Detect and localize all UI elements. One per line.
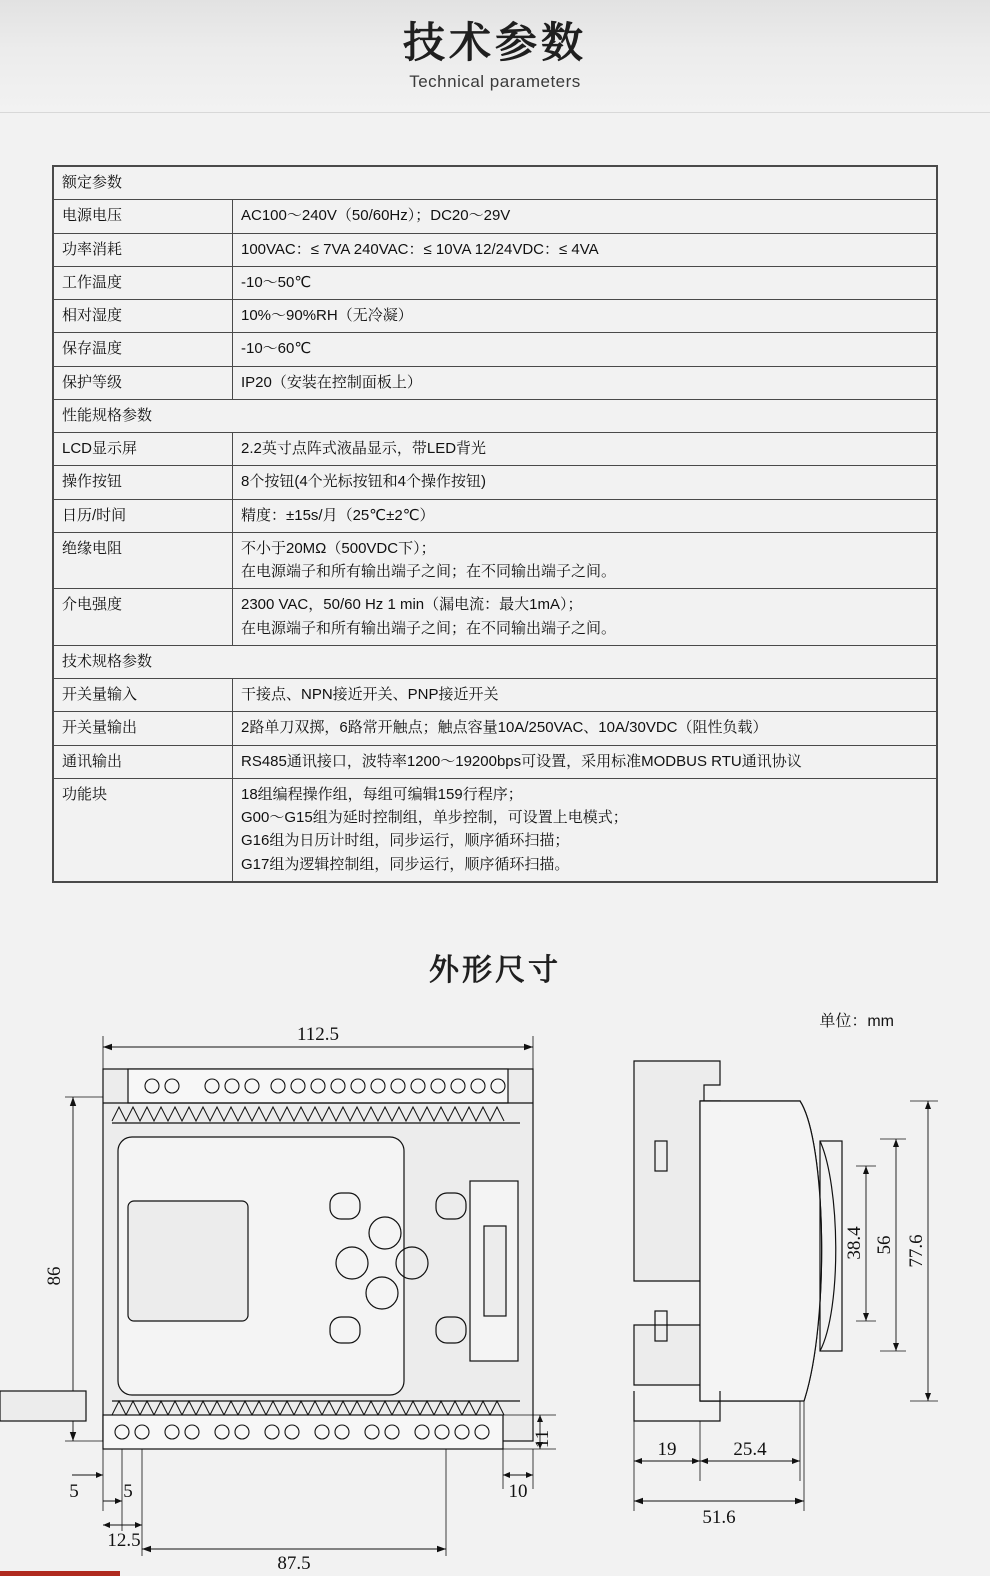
row-value [233, 200, 937, 233]
row-label: 工作温度 [54, 266, 233, 299]
row-label: LCD显示屏 [54, 433, 233, 466]
table-row [54, 679, 937, 712]
row-label: 操作按钮 [54, 466, 233, 499]
table-row [54, 466, 937, 499]
row-value-line: 干接点、NPN接近开关、PNP接近开关 [241, 686, 499, 703]
row-label: 保存温度 [54, 333, 233, 366]
dim-bottom-span: 87.5 [277, 1552, 311, 1571]
row-value [233, 333, 937, 366]
dim-bottom-small: 11 [532, 1429, 553, 1448]
section-title: 额定参数 [54, 167, 937, 200]
row-label: 功能块 [54, 778, 233, 881]
dim-right-offset: 10 [508, 1480, 528, 1502]
row-value [233, 233, 937, 266]
dim-width-total: 112.5 [296, 1023, 340, 1045]
dim-side-height-b: 56 [874, 1235, 895, 1255]
table-row [54, 233, 937, 266]
row-value-line: 在电源端子和所有输出端子之间；在不同输出端子之间。 [241, 563, 617, 580]
row-label: 绝缘电阻 [54, 532, 233, 589]
row-value [233, 589, 937, 646]
spec-table-container [52, 165, 938, 883]
dim-left-offset-1: 5 [69, 1480, 79, 1502]
dim-height-total: 86 [44, 1266, 65, 1286]
row-label: 日历/时间 [54, 499, 233, 532]
dim-left-offset-2: 5 [123, 1480, 133, 1502]
row-value [233, 745, 937, 778]
row-value-line: G00～G15组为延时控制组，单步控制，可设置上电模式； [241, 809, 628, 826]
row-value [233, 499, 937, 532]
table-row [54, 499, 937, 532]
row-value-line: -10～60℃ [241, 340, 312, 358]
unit-note: 单位：mm [819, 1013, 894, 1030]
table-row [54, 333, 937, 366]
row-value [233, 433, 937, 466]
table-row [54, 589, 937, 646]
row-value-line: 不小于20MΩ（500VDC下）； [241, 539, 436, 557]
table-row [54, 300, 937, 333]
row-value-line: IP20（安装在控制面板上） [241, 373, 422, 391]
row-value-line: G16组为日历计时组，同步运行，顺序循环扫描； [241, 832, 570, 850]
row-value [233, 712, 937, 745]
table-section-header [54, 645, 937, 678]
row-label: 电源电压 [54, 200, 233, 233]
dim-side-height-total: 77.6 [906, 1234, 927, 1268]
row-value-line: RS485通讯接口，波特率1200～19200bps可设置，采用标准MODBUS RTU通讯协议 [241, 752, 802, 770]
row-value-line: 100VAC：≤ 7VA 240VAC：≤ 10VA 12/24VDC：≤ 4VA [241, 240, 599, 258]
row-value [233, 466, 937, 499]
dim-left-offset-3: 12.5 [107, 1529, 141, 1551]
row-value-line: 18组编程操作组，每组可编辑159行程序； [241, 785, 523, 803]
section-title: 性能规格参数 [54, 399, 937, 432]
row-value [233, 266, 937, 299]
row-value-line: 10%～90%RH（无冷凝） [241, 307, 413, 324]
page-header [0, 0, 990, 113]
row-value-line: -10～50℃ [241, 273, 312, 291]
row-value-line: 8个按钮(4个光标按钮和4个操作按钮) [241, 473, 487, 491]
row-value [233, 366, 937, 399]
table-row [54, 366, 937, 399]
row-value-line: 2300 VAC，50/60 Hz 1 min（漏电流：最大1mA）； [241, 596, 583, 614]
row-value [233, 532, 937, 589]
spec-table [53, 166, 937, 882]
dimension-drawing [0, 1011, 990, 1571]
table-row [54, 778, 937, 881]
table-row [54, 200, 937, 233]
row-label: 介电强度 [54, 589, 233, 646]
row-label: 开关量输入 [54, 679, 233, 712]
table-row [54, 532, 937, 589]
page-title: 技术参数 [402, 19, 587, 66]
table-section-header [54, 399, 937, 432]
row-value-line: AC100～240V（50/60Hz）；DC20～29V [241, 207, 511, 225]
row-value-line: 精度：±15s/月（25℃±2℃） [241, 506, 435, 524]
table-row [54, 745, 937, 778]
row-value-line: 2路单刀双掷，6路常开触点；触点容量10A/250VAC、10A/30VDC（阻性负载） [241, 719, 768, 737]
section-title: 技术规格参数 [54, 645, 937, 678]
page-subtitle: Technical parameters [409, 72, 581, 91]
dim-side-depth-a: 19 [657, 1438, 677, 1460]
table-row [54, 712, 937, 745]
row-value [233, 300, 937, 333]
row-label: 通讯输出 [54, 745, 233, 778]
row-value [233, 679, 937, 712]
row-value-line: G17组为逻辑控制组，同步运行，顺序循环扫描。 [241, 855, 570, 873]
row-value [233, 778, 937, 881]
row-label: 保护等级 [54, 366, 233, 399]
dimensions-title: 外形尺寸 [429, 953, 561, 987]
dim-side-depth-b: 25.4 [733, 1438, 767, 1460]
table-section-header [54, 167, 937, 200]
row-label: 相对湿度 [54, 300, 233, 333]
table-row [54, 433, 937, 466]
dim-side-depth-total: 51.6 [702, 1506, 736, 1528]
footer-accent-bar [0, 1571, 120, 1576]
row-label: 功率消耗 [54, 233, 233, 266]
table-row [54, 266, 937, 299]
dim-side-height-c: 38.4 [844, 1226, 865, 1260]
row-value-line: 在电源端子和所有输出端子之间；在不同输出端子之间。 [241, 619, 617, 637]
row-label: 开关量输出 [54, 712, 233, 745]
row-value-line: 2.2英寸点阵式液晶显示，带LED背光 [241, 440, 487, 457]
